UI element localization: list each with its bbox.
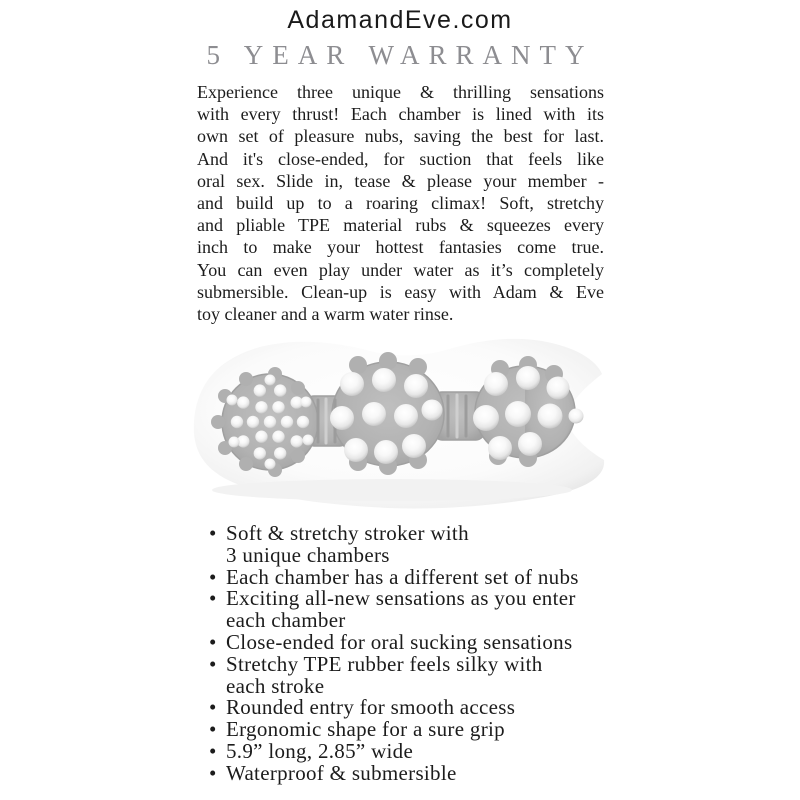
feature-line: each chamber (226, 608, 346, 633)
list-item (209, 564, 613, 589)
description-line: And it's close-ended, for suction that feels like (197, 148, 604, 169)
list-item (209, 719, 613, 741)
description-line: Experience three unique & thrilling sensations (197, 82, 604, 102)
list-item (209, 629, 613, 654)
description-line: oral sex. Slide in, tease & please your member - (197, 170, 604, 191)
list-item (209, 697, 613, 719)
bullet-marker: • (209, 738, 217, 763)
bullet-marker: • (209, 629, 217, 654)
feature-line: each stroke (226, 673, 325, 698)
feature-line: Rounded entry for smooth access (226, 695, 516, 720)
bullet-marker: • (209, 717, 217, 742)
bullet-marker: • (209, 651, 217, 676)
feature-line: Ergonomic shape for a sure grip (226, 717, 505, 742)
feature-list (209, 523, 613, 785)
feature-line: Exciting all-new sensations as you enter (226, 586, 576, 611)
list-item (209, 738, 613, 763)
description-line: and build up to a roaring climax! Soft, stretchy (197, 193, 604, 214)
bullet-marker: • (209, 586, 217, 611)
list-item (209, 588, 613, 632)
bullet-marker: • (209, 521, 217, 545)
bullet-marker: • (209, 695, 217, 720)
feature-line: Close-ended for oral sucking sensations (226, 629, 573, 654)
description-line: You can even play under water as it’s completely (197, 259, 604, 280)
list-item (209, 523, 613, 567)
feature-line: Stretchy TPE rubber feels silky with (226, 651, 543, 676)
description-line: with every thrust! Each chamber is lined with its (197, 104, 604, 125)
list-item (209, 651, 613, 698)
warranty-heading: 5 YEAR WARRANTY (206, 40, 594, 70)
description-line: and pliable TPE material rubs & squeezes every (197, 215, 604, 236)
stroker-cross-section-illustration (180, 330, 620, 514)
feature-line: Soft & stretchy stroker with (226, 521, 469, 545)
description-line: own set of pleasure nubs, saving the best for last. (197, 126, 604, 147)
list-item (209, 760, 613, 785)
description-line: submersible. Clean-up is easy with Adam & Eve (197, 281, 604, 302)
feature-line: Waterproof & submersible (226, 760, 457, 785)
site-title: AdamandEve.com (287, 6, 513, 34)
feature-line: 3 unique chambers (226, 542, 390, 567)
product-description (197, 81, 604, 325)
feature-line: 5.9” long, 2.85” wide (226, 738, 414, 763)
description-line: inch to make your hottest fantasies come true. (197, 237, 604, 258)
bullet-marker: • (209, 760, 217, 785)
bullet-marker: • (209, 564, 217, 589)
description-line: toy cleaner and a warm water rinse. (197, 304, 454, 325)
feature-line: Each chamber has a different set of nubs (226, 564, 579, 589)
